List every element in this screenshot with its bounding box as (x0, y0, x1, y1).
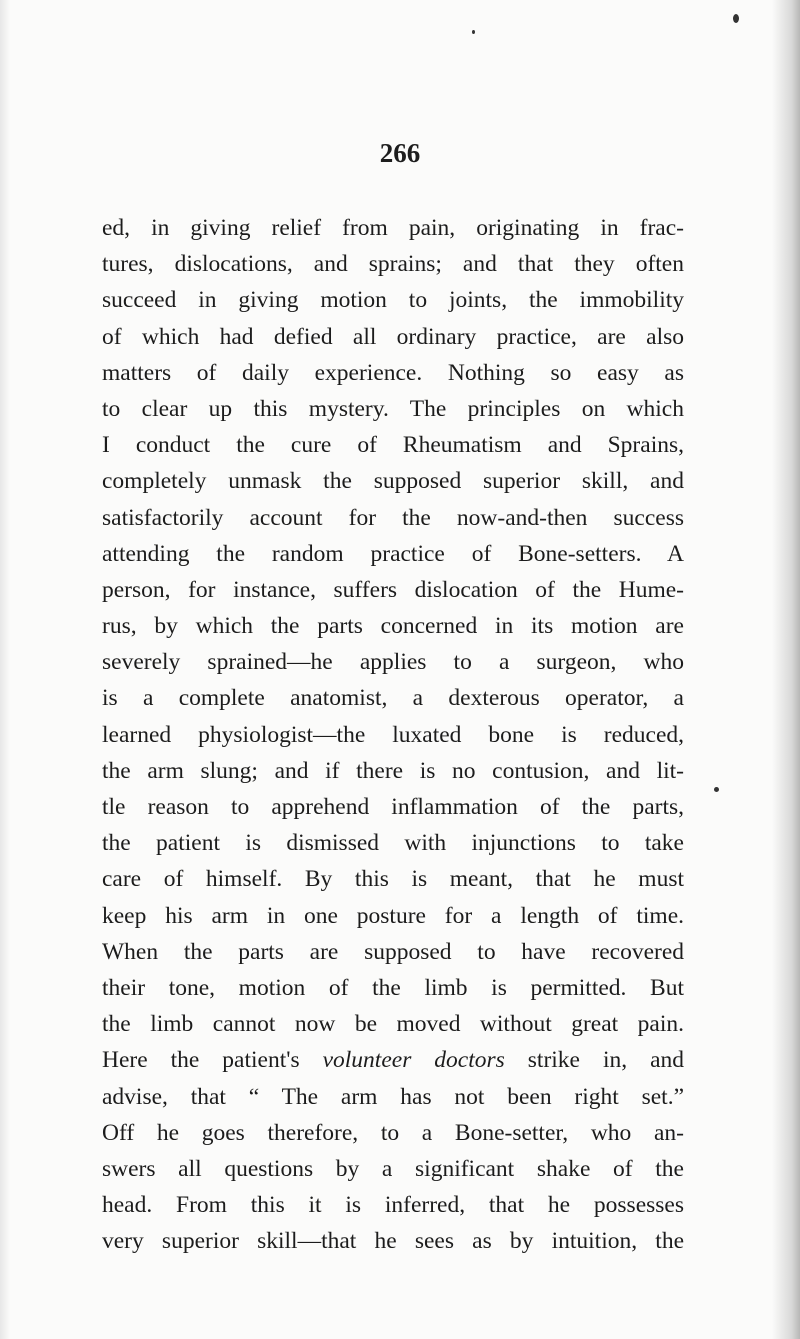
text-line: care of himself. By this is meant, that he must (102, 866, 684, 893)
body-text (102, 210, 684, 1259)
text-line: very superior skill—that he sees as by intuition, the (102, 1228, 684, 1255)
text-line: satisfactorily account for the now-and-then success (102, 504, 684, 531)
text-line: ed, in giving relief from pain, originating in frac- (102, 215, 684, 241)
text-line: their tone, motion of the limb is permitted. But (102, 974, 684, 1001)
text-line: When the parts are supposed to have recovered (102, 938, 684, 965)
text-line: succeed in giving motion to joints, the immobility (102, 287, 684, 314)
text-line: the limb cannot now be moved without great pain. (102, 1011, 684, 1038)
text-line: tle reason to apprehend inflammation of the parts, (102, 794, 684, 820)
text-line: severely sprained—he applies to a surgeon, who (102, 649, 684, 676)
text-line: attending the random practice of Bone-setters. A (102, 540, 684, 567)
text-line: I conduct the cure of Rheumatism and Sprains, (102, 432, 684, 459)
text-segment: strike in, and (504, 1047, 684, 1074)
text-line: the patient is dismissed with injunctions to take (102, 830, 684, 857)
text-line: matters of daily experience. Nothing so easy as (102, 359, 684, 386)
text-line: completely unmask the supposed superior skill, and (102, 468, 684, 495)
text-line: Off he goes therefore, to a Bone-setter, who an- (102, 1119, 684, 1146)
page-number: 266 (379, 138, 421, 168)
text-line: is a complete anatomist, a dexterous operator, a (102, 685, 684, 712)
text-line: keep his arm in one posture for a length of time. (102, 902, 684, 929)
page-left-edge (0, 0, 10, 1339)
text-line: of which had defied all ordinary practice, are also (102, 323, 684, 350)
text-line: learned physiologist—the luxated bone is reduced, (102, 721, 684, 748)
text-line: swers all questions by a significant shake of the (102, 1155, 684, 1182)
text-line: person, for instance, suffers dislocation of the Hume- (102, 576, 684, 603)
text-line-with-italic (102, 1042, 684, 1078)
text-line: head. From this it is inferred, that he possesses (102, 1192, 684, 1219)
ink-speck (714, 787, 719, 792)
ink-speck (733, 14, 739, 23)
text-line: advise, that “ The arm has not been right set.” (102, 1083, 684, 1110)
text-line: rus, by which the parts concerned in its motion are (102, 613, 684, 640)
text-segment: Here the patient's (102, 1047, 323, 1074)
text-line: to clear up this mystery. The principles on which (102, 395, 684, 422)
ink-speck (472, 30, 475, 34)
text-line: tures, dislocations, and sprains; and that they often (102, 251, 684, 278)
page-right-edge (772, 0, 800, 1339)
italic-phrase: volunteer doctors (322, 1047, 505, 1074)
text-line: the arm slung; and if there is no contusion, and lit- (102, 757, 684, 784)
